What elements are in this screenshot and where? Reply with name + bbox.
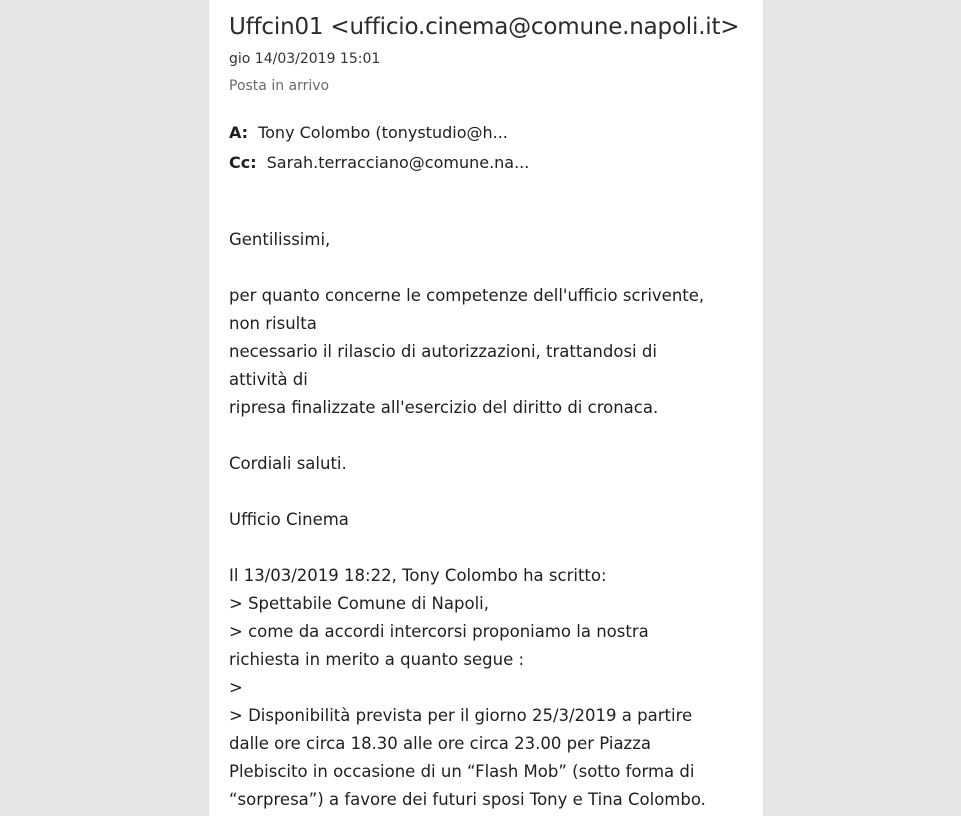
recipient-cc-row — [229, 150, 529, 176]
body-line — [229, 478, 749, 506]
cc-recipient[interactable]: Sarah.terracciano@comune.na... — [266, 153, 530, 172]
body-line: Plebiscito in occasione di un “Flash Mob” (sotto forma di — [229, 762, 695, 781]
body-line: per quanto concerne le competenze dell'ufficio scrivente, — [229, 286, 705, 305]
body-line: Il 13/03/2019 18:22, Tony Colombo ha scritto: — [229, 566, 607, 585]
body-line: necessario il rilascio di autorizzazioni, trattandosi di — [229, 342, 657, 361]
body-line: dalle ore circa 18.30 alle ore circa 23.00 per Piazza — [229, 734, 651, 753]
sender-name[interactable]: Uffcin01 <ufficio.cinema@comune.napoli.it> — [229, 14, 740, 40]
body-line: richiesta in merito a quanto segue : — [229, 650, 525, 669]
email-date: gio 14/03/2019 15:01 — [229, 51, 381, 67]
body-line: > — [229, 678, 243, 697]
cc-label: Cc: — [229, 153, 257, 172]
body-line: > Disponibilità prevista per il giorno 25/3/2019 a partire — [229, 706, 693, 725]
body-line: > Spettabile Comune di Napoli, — [229, 594, 489, 613]
body-line — [229, 254, 749, 282]
body-line: non risulta — [229, 314, 317, 333]
body-line: > come da accordi intercorsi proponiamo la nostra — [229, 622, 649, 641]
email-reading-pane — [209, 0, 763, 816]
body-line: “sorpresa”) a favore dei futuri sposi Tony e Tina Colombo. — [229, 790, 706, 809]
body-line: Cordiali saluti. — [229, 454, 347, 473]
folder-label[interactable]: Posta in arrivo — [229, 78, 330, 94]
body-line — [229, 534, 749, 562]
body-line: Ufficio Cinema — [229, 510, 349, 529]
to-label: A: — [229, 123, 249, 142]
body-line: ripresa finalizzate all'esercizio del diritto di cronaca. — [229, 398, 659, 417]
body-line: attività di — [229, 370, 308, 389]
body-line: Gentilissimi, — [229, 230, 331, 249]
to-recipient[interactable]: Tony Colombo (tonystudio@h... — [258, 123, 508, 142]
recipient-to-row — [229, 120, 508, 146]
body-line — [229, 422, 749, 450]
email-body — [229, 226, 749, 814]
